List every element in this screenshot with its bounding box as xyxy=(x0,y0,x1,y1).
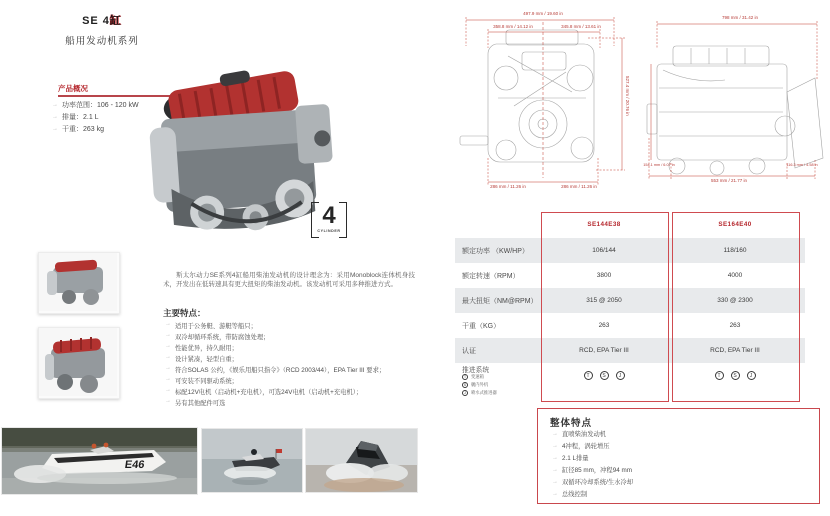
spec-row-label: 最大扭矩（NM@RPM） xyxy=(462,297,538,305)
transmission-icon: T xyxy=(715,371,724,380)
propulsion-options-1 xyxy=(541,371,667,383)
arrow-icon xyxy=(552,455,558,461)
arrow-icon xyxy=(552,479,558,485)
dimension-label: 286 mm / 11.26 in xyxy=(561,184,597,189)
dimension-label: 497.9 mm / 19.60 in xyxy=(523,11,563,16)
overall-feature-text: 总线控制 xyxy=(562,491,588,498)
propulsion-legend-item xyxy=(462,382,488,388)
arrow-icon xyxy=(165,398,171,404)
feature-text: 双冷却循环系统，带防腐蚀处理； xyxy=(175,334,270,341)
arrow-icon xyxy=(552,467,558,473)
spec-value: 106/144 xyxy=(592,247,616,254)
transmission-icon: T xyxy=(463,375,467,379)
feature-item xyxy=(165,376,423,385)
spec-row-label: 额定转速（RPM） xyxy=(462,272,520,280)
arrow-icon xyxy=(552,431,558,437)
sterndrive-icon: S xyxy=(463,383,467,387)
overall-feature-item xyxy=(552,477,802,486)
arrow-icon xyxy=(165,365,171,371)
overview-item-text: 排量：2.1 L xyxy=(62,114,99,121)
overall-feature-text: 双循环冷却系统/生水冷却 xyxy=(562,479,634,486)
dimension-label: 116.3 mm / 4.58 in xyxy=(786,163,818,167)
legend-text: 艉内外机 xyxy=(471,382,489,387)
boat-photo-speedboat xyxy=(2,428,197,494)
spec-value: 118/160 xyxy=(723,247,747,254)
overall-feature-item xyxy=(552,465,802,474)
overview-label: 产品概况 xyxy=(58,84,88,93)
model-name-2: SE164E40 xyxy=(718,221,752,228)
series-title-prefix: SE 4 xyxy=(82,15,110,27)
overall-feature-text: 4冲程，涡轮增压 xyxy=(562,443,610,450)
waterjet-icon: J xyxy=(462,390,468,396)
dimension-label: 798 mm / 31.42 in xyxy=(721,15,759,20)
feature-text: 可安装不同驱动系统； xyxy=(175,378,238,385)
feature-item xyxy=(165,332,423,341)
model-name-1: SE144E38 xyxy=(587,221,621,228)
arrow-icon xyxy=(165,343,171,349)
dimension-label: 527.4 mm / 20.76 in xyxy=(625,76,630,116)
main-features-title: 主要特点： xyxy=(163,308,206,318)
spec-value: RCD, EPA Tier III xyxy=(579,347,629,354)
overview-item-text: 干重：263 kg xyxy=(62,126,105,133)
series-title xyxy=(52,12,152,28)
propulsion-legend-item xyxy=(462,374,484,380)
arrow-icon xyxy=(52,126,58,132)
feature-item xyxy=(165,387,423,396)
spec-value: 4000 xyxy=(727,272,743,279)
feature-item xyxy=(165,398,423,407)
cylinder-badge xyxy=(311,202,347,242)
feature-item xyxy=(165,321,423,330)
arrow-icon xyxy=(165,354,171,360)
spec-value: 263 xyxy=(729,322,741,329)
arrow-icon xyxy=(52,102,58,108)
arrow-icon xyxy=(165,376,171,382)
propulsion-options-2 xyxy=(672,371,798,383)
feature-item xyxy=(165,354,423,363)
boat-photo-bowrider xyxy=(306,429,417,492)
transmission-icon: T xyxy=(584,371,593,380)
feature-text: 适用于公务艇、游艇等船只； xyxy=(175,323,257,330)
spec-value: 315 @ 2050 xyxy=(586,297,622,304)
arrow-icon xyxy=(165,387,171,393)
series-description: 斯太尔动力SE系列4缸船用柴油发动机的设计理念为：采用Monoblock连体机身技术，开发出在低转速具有更大扭矩的柴油发动机。该发动机可采用多种推进方式。 xyxy=(163,271,415,289)
overall-feature-text: 2.1 L排量 xyxy=(562,455,589,462)
spec-value: 263 xyxy=(598,322,610,329)
feature-text: 设计紧凑，轻型自重； xyxy=(175,356,238,363)
waterjet-icon: J xyxy=(616,371,625,380)
dimension-label: 345.8 mm / 13.61 in xyxy=(561,24,601,29)
legend-text: 喷水式推进器 xyxy=(471,390,497,395)
series-title-suffix: 缸 xyxy=(109,15,122,27)
page-title xyxy=(52,12,152,47)
cylinder-count: 4 xyxy=(322,202,336,229)
waterjet-icon: J xyxy=(747,371,756,380)
spec-row-label: 干重（KG） xyxy=(462,322,501,330)
dimension-label: 286 mm / 11.26 in xyxy=(490,184,526,189)
legend-text: 变速箱 xyxy=(471,374,484,379)
spec-value: 3800 xyxy=(596,272,612,279)
technical-drawing-front xyxy=(448,8,640,200)
series-subtitle: 船用发动机系列 xyxy=(65,36,139,47)
overall-feature-text: 直喷柴油发动机 xyxy=(562,431,607,438)
arrow-icon xyxy=(165,332,171,338)
dimension-label: 358.8 mm / 14.12 in xyxy=(493,24,533,29)
dimension-label: 553 mm / 21.77 in xyxy=(710,178,748,183)
feature-text: 性能优异，持久耐用； xyxy=(175,345,238,352)
dimension-label: 154.1 mm / 6.07 in xyxy=(643,163,675,167)
overall-feature-text: 缸径85 mm，冲程94 mm xyxy=(562,467,632,474)
overview-item-text: 功率范围：106 - 120 kW xyxy=(62,102,139,109)
arrow-icon xyxy=(52,114,58,120)
feature-text: 另有其他配件可选 xyxy=(175,400,226,407)
sterndrive-icon: S xyxy=(731,371,740,380)
boat-photo-runabout xyxy=(202,429,302,492)
spec-value: RCD, EPA Tier III xyxy=(710,347,760,354)
technical-drawing-side xyxy=(645,8,830,200)
sterndrive-icon: S xyxy=(600,371,609,380)
cylinder-caption: CYLINDER xyxy=(317,229,341,233)
overall-feature-item xyxy=(552,441,802,450)
feature-item xyxy=(165,343,423,352)
overall-feature-item xyxy=(552,489,802,498)
spec-value: 330 @ 2300 xyxy=(717,297,753,304)
arrow-icon xyxy=(165,321,171,327)
feature-text: 标配12V电机（启动机+充电机），可选24V电机（启动机+充电机）； xyxy=(175,389,363,396)
overall-feature-item xyxy=(552,429,802,438)
overall-feature-item xyxy=(552,453,802,462)
spec-row-label: 认证 xyxy=(462,347,476,355)
overall-features-title: 整体特点 xyxy=(550,418,593,429)
propulsion-legend-item xyxy=(462,390,497,396)
feature-text: 符合SOLAS 公约，《娱乐用船只指令》（RCD 2003/44），EPA Tier III 要求； xyxy=(175,367,386,374)
arrow-icon xyxy=(552,491,558,497)
arrow-icon xyxy=(552,443,558,449)
boat-hull-number: E46 xyxy=(123,459,146,471)
spec-row-label: 额定功率 （KW/HP） xyxy=(462,247,529,255)
engine-thumbnail-1 xyxy=(38,252,120,314)
propulsion-label: 推进系统 xyxy=(462,367,490,374)
engine-thumbnail-2 xyxy=(38,327,120,399)
feature-item xyxy=(165,365,423,374)
